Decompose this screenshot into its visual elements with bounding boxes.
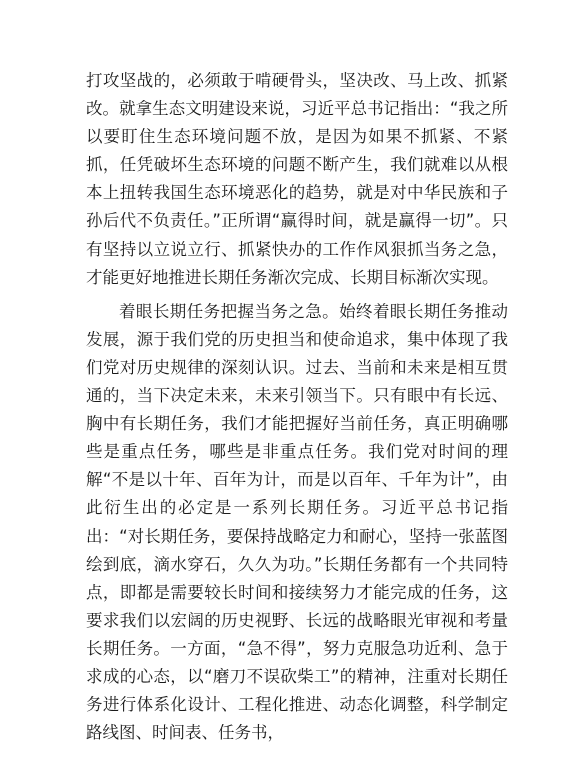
body-text [86,67,508,747]
paragraph-2: 着眼长期任务把握当务之急。始终着眼长期任务推动发展，源于我们党的历史担当和使命追求，集中体现了我们党对历史规律的深刻认识。过去、当前和未来是相互贯通的，当下决定未来，未来引领当下。只有眼中有长远、胸中有长期任务，我们才能把握好当前任务，真正明确哪些是重点任务，哪些是非重点任务。我们党对时间的理解“不是以十年、百年为计，而是以百年、千年为计”，由此衍生出的必定是一系列长期任务。习近平总书记指出：“对长期任务，要保持战略定力和耐心，坚持一张蓝图绘到底，滴水穿石，久久为功。”长期任务都有一个共同特点，即都是需要较长时间和接续努力才能完成的任务，这要求我们以宏阔的历史视野、长远的战略眼光审视和考量长期任务。一方面，“急不得”，努力克服急功近利、急于求成的心态，以“磨刀不误砍柴工”的精神，注重对长期任务进行体系化设计、工程化推进、动态化调整，科学制定路线图、时间表、任务书， [86,301,508,743]
paragraph-1: 打攻坚战的，必须敢于啃硬骨头，坚决改、马上改、抓紧改。就拿生态文明建设来说，习近平总书记指出：“我之所以要盯住生态环境问题不放，是因为如果不抓紧、不紧抓，任凭破坏生态环境的问题不断产生，我们就难以从根本上扭转我国生态环境恶化的趋势，就是对中华民族和子孙后代不负责任。”正所谓“赢得时间，就是赢得一切”。只有坚持以立说立行、抓紧快办的工作作风狠抓当务之急，才能更好地推进长期任务渐次完成、长期目标渐次实现。 [86,71,508,287]
